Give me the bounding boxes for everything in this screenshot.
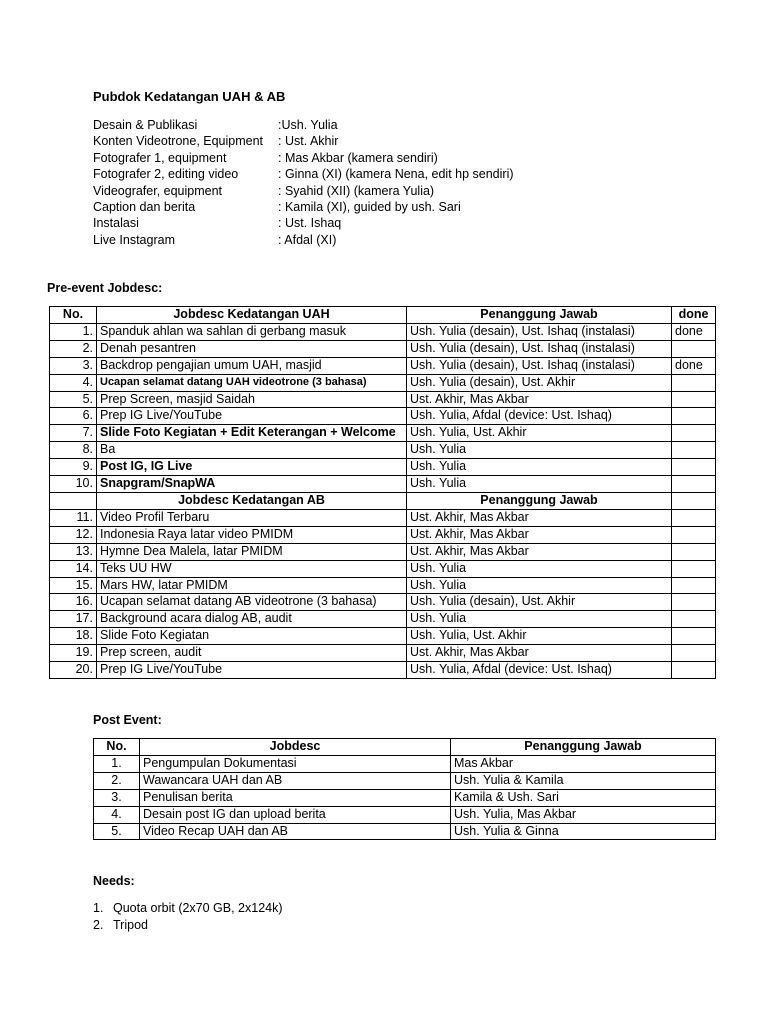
role-row	[93, 133, 593, 149]
row-done	[672, 577, 716, 594]
row-number: 1.	[50, 323, 97, 340]
row-jobdesc: Video Profil Terbaru	[97, 509, 407, 526]
document-title: Pubdok Kedatangan UAH & AB	[93, 89, 286, 104]
row-jobdesc: Mars HW, latar PMIDM	[97, 577, 407, 594]
table-row	[50, 442, 716, 459]
role-row	[93, 183, 593, 199]
row-done	[672, 526, 716, 543]
row-pic: Ush. Yulia	[407, 611, 672, 628]
post-header-pic: Penanggung Jawab	[451, 739, 716, 756]
row-pic: Ust. Akhir, Mas Akbar	[407, 526, 672, 543]
role-row	[93, 232, 593, 248]
row-number: 3.	[94, 789, 140, 806]
row-number: 18.	[50, 628, 97, 645]
role-label: Live Instagram	[93, 232, 175, 247]
role-person: :Ush. Yulia	[278, 118, 338, 132]
row-done	[672, 340, 716, 357]
role-label: Instalasi	[93, 216, 139, 231]
table-row	[50, 323, 716, 340]
needs-heading: Needs:	[93, 874, 135, 888]
row-number: 8.	[50, 442, 97, 459]
row-jobdesc: Hymne Dea Malela, latar PMIDM	[97, 543, 407, 560]
post-header-row	[94, 739, 716, 756]
row-jobdesc: Snapgram/SnapWA	[97, 476, 407, 493]
role-label: Caption dan berita	[93, 199, 196, 214]
row-pic: Kamila & Ush. Sari	[451, 789, 716, 806]
post-event-table	[93, 738, 716, 840]
table-row	[50, 526, 716, 543]
role-row	[93, 215, 593, 231]
row-number: 7.	[50, 425, 97, 442]
table-header-row	[50, 307, 716, 324]
row-jobdesc: Prep IG Live/YouTube	[97, 408, 407, 425]
row-done: done	[672, 357, 716, 374]
row-number: 16.	[50, 594, 97, 611]
table-row	[50, 543, 716, 560]
role-row	[93, 150, 593, 166]
row-pic: Ush. Yulia, Ust. Akhir	[407, 425, 672, 442]
table-row	[94, 755, 716, 772]
row-pic: Ust. Akhir, Mas Akbar	[407, 645, 672, 662]
row-pic: Ush. Yulia	[407, 476, 672, 493]
header-jobdesc-uah: Jobdesc Kedatangan UAH	[97, 307, 407, 324]
role-person: : Ust. Akhir	[278, 134, 339, 149]
table-row	[50, 425, 716, 442]
row-done	[672, 543, 716, 560]
row-pic: Ush. Yulia (desain), Ust. Ishaq (instalasi)	[407, 323, 672, 340]
row-number: 20.	[50, 662, 97, 679]
row-number: 12.	[50, 526, 97, 543]
row-jobdesc: Denah pesantren	[97, 340, 407, 357]
row-jobdesc: Penulisan berita	[140, 789, 451, 806]
row-done	[672, 374, 716, 391]
row-jobdesc: Ucapan selamat datang UAH videotrone (3 bahasa)	[97, 374, 407, 391]
row-number: 2.	[94, 772, 140, 789]
role-label: Desain & Publikasi	[93, 118, 198, 132]
table-row	[94, 806, 716, 823]
role-label: Konten Videotrone, Equipment	[93, 134, 264, 149]
row-jobdesc: Teks UU HW	[97, 560, 407, 577]
row-pic: Ush. Yulia	[407, 560, 672, 577]
post-header-jobdesc: Jobdesc	[140, 739, 451, 756]
row-done	[672, 442, 716, 459]
header-pic: Penanggung Jawab	[407, 307, 672, 324]
row-pic: Ush. Yulia, Ust. Akhir	[407, 628, 672, 645]
row-jobdesc: Prep Screen, masjid Saidah	[97, 391, 407, 408]
row-jobdesc: Desain post IG dan upload berita	[140, 806, 451, 823]
row-jobdesc: Backdrop pengajian umum UAH, masjid	[97, 357, 407, 374]
role-label: Videografer, equipment	[93, 183, 223, 198]
list-item-text: Tripod	[113, 918, 148, 932]
row-number: 15.	[50, 577, 97, 594]
header-no: No.	[50, 307, 97, 324]
row-number: 4.	[94, 806, 140, 823]
row-jobdesc: Slide Foto Kegiatan + Edit Keterangan + Welcome	[97, 425, 407, 442]
post-event-heading: Post Event:	[93, 713, 162, 727]
row-number: 2.	[50, 340, 97, 357]
row-number: 5.	[50, 391, 97, 408]
row-done: done	[672, 323, 716, 340]
row-pic: Ush. Yulia	[407, 577, 672, 594]
row-pic: Ush. Yulia, Afdal (device: Ust. Ishaq)	[407, 662, 672, 679]
row-pic: Ust. Akhir, Mas Akbar	[407, 391, 672, 408]
header-jobdesc-ab: Jobdesc Kedatangan AB	[97, 492, 407, 509]
list-item	[93, 917, 283, 934]
role-person: : Syahid (XII) (kamera Yulia)	[278, 183, 435, 198]
row-number: 9.	[50, 459, 97, 476]
row-jobdesc: Background acara dialog AB, audit	[97, 611, 407, 628]
row-pic: Ush. Yulia	[407, 459, 672, 476]
list-item-number: 1.	[93, 901, 104, 915]
role-row	[93, 199, 593, 215]
table-row	[50, 374, 716, 391]
table-row	[50, 340, 716, 357]
row-number: 1.	[94, 755, 140, 772]
list-item-text: Quota orbit (2x70 GB, 2x124k)	[113, 901, 283, 915]
row-pic: Ush. Yulia (desain), Ust. Akhir	[407, 374, 672, 391]
table-row	[50, 459, 716, 476]
row-done	[672, 509, 716, 526]
table-row	[50, 357, 716, 374]
role-person: : Ust. Ishaq	[278, 216, 342, 231]
ab-header-blank-done	[672, 492, 716, 509]
row-pic: Ush. Yulia, Afdal (device: Ust. Ishaq)	[407, 408, 672, 425]
pre-event-table	[49, 306, 716, 679]
header-done: done	[672, 307, 716, 324]
table-row	[50, 628, 716, 645]
row-pic: Ush. Yulia & Ginna	[451, 823, 716, 840]
row-jobdesc: Indonesia Raya latar video PMIDM	[97, 526, 407, 543]
role-person: : Kamila (XI), guided by ush. Sari	[278, 199, 461, 214]
row-number: 17.	[50, 611, 97, 628]
row-pic: Ush. Yulia (desain), Ust. Ishaq (instalasi)	[407, 340, 672, 357]
row-jobdesc: Post IG, IG Live	[97, 459, 407, 476]
table-row	[50, 391, 716, 408]
row-done	[672, 628, 716, 645]
table-row	[50, 408, 716, 425]
ab-subheader-row	[50, 492, 716, 509]
row-pic: Ust. Akhir, Mas Akbar	[407, 509, 672, 526]
role-row	[93, 117, 593, 133]
row-jobdesc: Prep screen, audit	[97, 645, 407, 662]
row-number: 14.	[50, 560, 97, 577]
needs-list	[93, 900, 283, 934]
table-row	[50, 611, 716, 628]
row-number: 11.	[50, 509, 97, 526]
row-done	[672, 662, 716, 679]
row-pic: Ust. Akhir, Mas Akbar	[407, 543, 672, 560]
pre-event-heading: Pre-event Jobdesc:	[47, 281, 163, 295]
row-jobdesc: Pengumpulan Dokumentasi	[140, 755, 451, 772]
row-done	[672, 425, 716, 442]
ab-header-blank	[50, 492, 97, 509]
row-number: 13.	[50, 543, 97, 560]
row-jobdesc: Wawancara UAH dan AB	[140, 772, 451, 789]
table-row	[50, 509, 716, 526]
table-row	[50, 560, 716, 577]
row-jobdesc: Ucapan selamat datang AB videotrone (3 bahasa)	[97, 594, 407, 611]
row-done	[672, 594, 716, 611]
table-row	[94, 823, 716, 840]
row-number: 5.	[94, 823, 140, 840]
role-list	[93, 117, 593, 248]
row-number: 4.	[50, 374, 97, 391]
row-jobdesc: Spanduk ahlan wa sahlan di gerbang masuk	[97, 323, 407, 340]
table-row	[50, 645, 716, 662]
table-row	[50, 577, 716, 594]
row-done	[672, 459, 716, 476]
row-number: 19.	[50, 645, 97, 662]
role-person: : Mas Akbar (kamera sendiri)	[278, 150, 438, 165]
row-done	[672, 408, 716, 425]
list-item	[93, 900, 283, 917]
role-label: Fotografer 1, equipment	[93, 150, 227, 165]
row-jobdesc: Video Recap UAH dan AB	[140, 823, 451, 840]
table-row	[50, 662, 716, 679]
row-done	[672, 645, 716, 662]
post-header-no: No.	[94, 739, 140, 756]
row-pic: Ush. Yulia (desain), Ust. Akhir	[407, 594, 672, 611]
row-pic: Ush. Yulia, Mas Akbar	[451, 806, 716, 823]
table-row	[94, 772, 716, 789]
row-pic: Mas Akbar	[451, 755, 716, 772]
header-pic-ab: Penanggung Jawab	[407, 492, 672, 509]
row-jobdesc: Prep IG Live/YouTube	[97, 662, 407, 679]
role-person: : Ginna (XI) (kamera Nena, edit hp sendiri)	[278, 167, 514, 182]
role-row	[93, 166, 593, 182]
row-jobdesc: Slide Foto Kegiatan	[97, 628, 407, 645]
row-done	[672, 476, 716, 493]
list-item-number: 2.	[93, 918, 104, 932]
row-done	[672, 391, 716, 408]
row-pic: Ush. Yulia (desain), Ust. Ishaq (instalasi)	[407, 357, 672, 374]
role-person: : Afdal (XI)	[278, 232, 337, 247]
row-pic: Ush. Yulia	[407, 442, 672, 459]
row-number: 10.	[50, 476, 97, 493]
role-label: Fotografer 2, editing video	[93, 167, 239, 182]
row-jobdesc: Ba	[97, 442, 407, 459]
table-row	[94, 789, 716, 806]
row-done	[672, 611, 716, 628]
row-pic: Ush. Yulia & Kamila	[451, 772, 716, 789]
row-number: 3.	[50, 357, 97, 374]
table-row	[50, 594, 716, 611]
row-number: 6.	[50, 408, 97, 425]
table-row	[50, 476, 716, 493]
row-done	[672, 560, 716, 577]
